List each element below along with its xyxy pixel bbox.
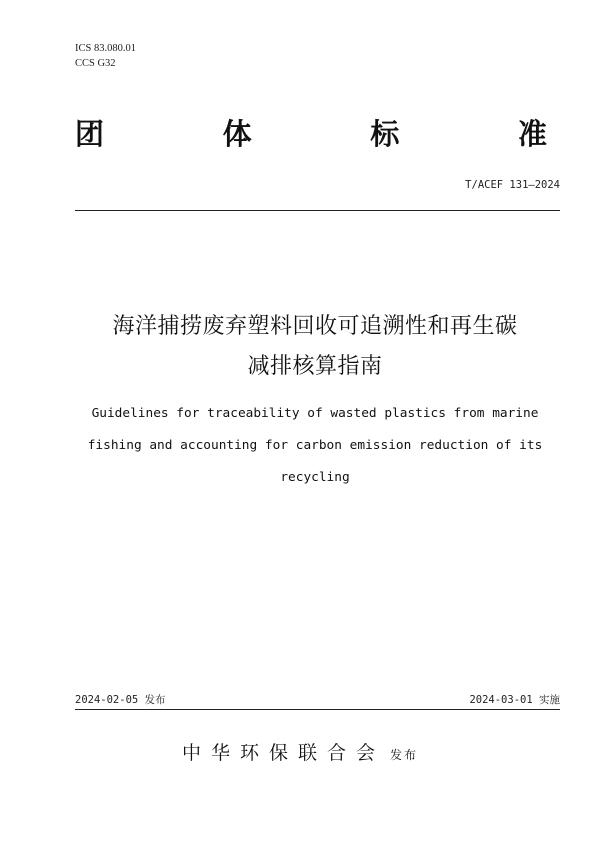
- ics-code: ICS 83.080.01: [75, 43, 136, 54]
- chinese-title-line: 减排核算指南: [247, 354, 383, 379]
- publisher-name: 中华环保联合会: [181, 742, 385, 764]
- implement-date: 2024-03-01 实施: [469, 694, 560, 706]
- english-title-line: Guidelines for traceability of wasted plastics from marine: [91, 406, 539, 421]
- standard-type-char: 体: [222, 116, 252, 151]
- standard-type-char: 团: [75, 116, 105, 151]
- standard-number: T/ACEF 131—2024: [465, 179, 560, 191]
- publish-date: 2024-02-05 发布: [75, 694, 166, 706]
- standard-type-char: 标: [370, 116, 400, 151]
- standard-type-heading: [75, 112, 547, 152]
- bottom-divider: [75, 709, 560, 710]
- standard-type-char: 准: [517, 116, 547, 151]
- ccs-code: CCS G32: [75, 58, 116, 69]
- publisher-line: [0, 738, 600, 765]
- english-title-line: fishing and accounting for carbon emission reduction of its: [87, 438, 543, 453]
- chinese-title: [60, 307, 570, 387]
- english-title-line: recycling: [280, 470, 350, 485]
- english-title: [60, 398, 570, 494]
- chinese-title-line: 海洋捕捞废弃塑料回收可追溯性和再生碳: [112, 314, 518, 339]
- publisher-suffix: 发布: [390, 748, 419, 762]
- top-divider: [75, 210, 560, 211]
